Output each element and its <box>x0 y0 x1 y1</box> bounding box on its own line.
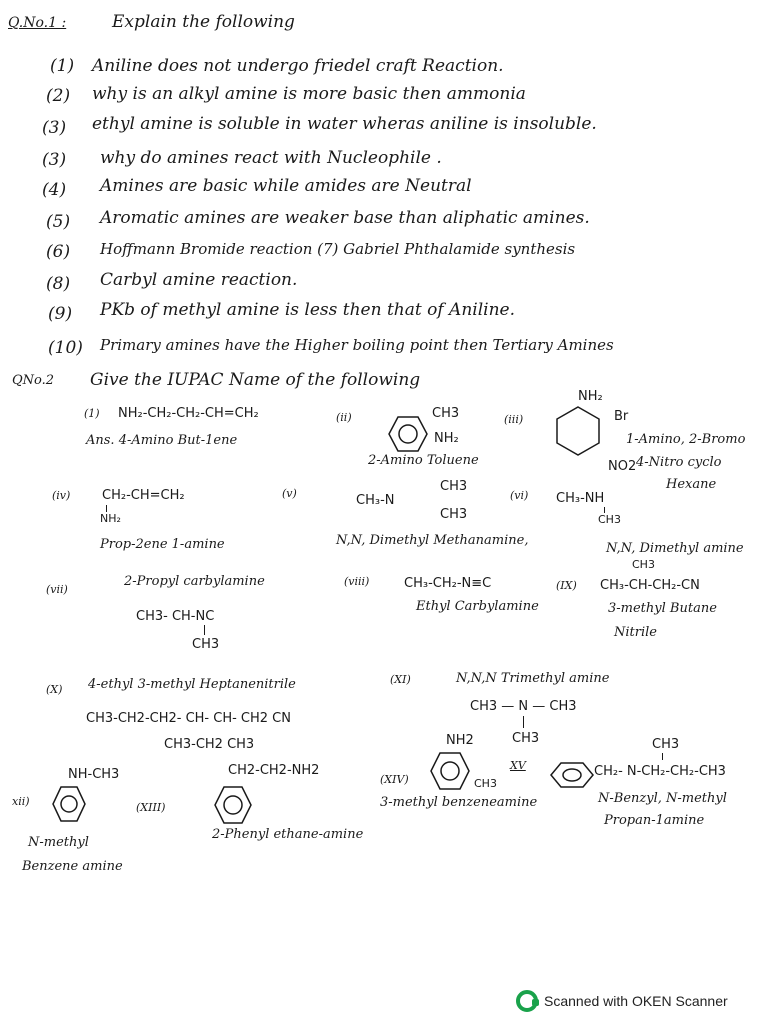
q1-item-text: Hoffmann Bromide reaction (7) Gabriel Phthalamide synthesis <box>100 240 576 258</box>
q2-xv-top: CH3 <box>652 737 680 752</box>
q2-vi-answer: N,N, Dimethyl amine <box>606 541 744 556</box>
benzene-ring-icon <box>550 762 594 788</box>
q2-x-title: 4-ethyl 3-methyl Heptanenitrile <box>88 677 296 692</box>
q2-iv-sub: NH₂ <box>100 512 121 525</box>
q1-item-text: ethyl amine is soluble in water wheras aniline is insoluble. <box>92 114 597 134</box>
q2-v-num: (v) <box>282 487 297 500</box>
q2-v-answer: N,N, Dimethyl Methanamine, <box>336 533 529 548</box>
q2-ix-top: CH3 <box>632 558 655 571</box>
q2-iii-sub2: Br <box>614 409 629 424</box>
q2-xv-answer1: N-Benzyl, N-methyl <box>598 791 727 806</box>
q1-heading: Explain the following <box>112 12 295 32</box>
q1-item-num: (1) <box>50 56 75 76</box>
q2-i-answer: Ans. 4-Amino But-1ene <box>86 433 238 448</box>
q2-vi-sub: CH3 <box>598 513 621 526</box>
q2-xiv-side: CH3 <box>474 777 497 790</box>
q1-item-num: (4) <box>42 180 67 200</box>
q2-vii-formula: CH3- CH-NC <box>136 609 215 624</box>
q2-xi-sub: CH3 <box>512 731 540 746</box>
q1-item-text: Primary amines have the Higher boiling point then Tertiary Amines <box>100 336 614 354</box>
q2-xiii-top: CH2-CH2-NH2 <box>228 763 320 778</box>
q1-item-text: Aromatic amines are weaker base than aliphatic amines. <box>100 208 590 228</box>
q2-iv-num: (iv) <box>52 489 71 502</box>
q2-vii-num: (vii) <box>46 583 68 596</box>
q2-iii-sub1: NH₂ <box>578 389 603 404</box>
q2-vii-sub: CH3 <box>192 637 220 652</box>
q2-viii-num: (viii) <box>344 575 370 588</box>
q1-item-text: Amines are basic while amides are Neutral <box>100 176 472 196</box>
q2-iv-answer: Prop-2ene 1-amine <box>100 537 225 552</box>
q2-ix-answer1: 3-methyl Butane <box>608 601 717 616</box>
q2-xi-num: (XI) <box>390 673 411 686</box>
q2-xiv-top: NH2 <box>446 733 474 748</box>
q2-xii-num: xii) <box>12 795 30 808</box>
q2-iii-answer1: 1-Amino, 2-Bromo <box>626 432 746 447</box>
q2-ii-answer: 2-Amino Toluene <box>368 453 479 468</box>
q2-xi-formula: CH3 — N — CH3 <box>470 699 577 714</box>
benzene-ring-icon <box>52 786 86 822</box>
benzene-ring-icon <box>430 752 470 790</box>
q1-item-num: (9) <box>48 304 73 324</box>
q2-iii-num: (iii) <box>504 413 524 426</box>
q2-ii-sub1: CH3 <box>432 406 460 421</box>
cyclohexane-ring-icon <box>556 406 600 456</box>
q2-heading: Give the IUPAC Name of the following <box>90 370 421 390</box>
q2-viii-formula: CH₃-CH₂-N≡C <box>404 576 492 591</box>
q2-vi-formula: CH₃-NH <box>556 491 605 506</box>
q1-item-num: (2) <box>46 86 71 106</box>
q2-vi-num: (vi) <box>510 489 529 502</box>
q2-ix-num: (IX) <box>556 579 577 592</box>
q2-viii-answer: Ethyl Carbylamine <box>416 599 539 614</box>
q1-item-num: (10) <box>48 338 83 358</box>
q2-iii-answer3: Hexane <box>666 477 717 492</box>
q2-xiv-answer: 3-methyl benzeneamine <box>380 795 538 810</box>
q2-x-formula: CH3-CH2-CH2- CH- CH- CH2 CN <box>86 711 291 726</box>
q1-item-num: (5) <box>46 212 71 232</box>
q2-xii-top: NH-CH3 <box>68 767 120 782</box>
oken-logo-icon <box>516 990 538 1012</box>
scanner-watermark <box>516 990 728 1012</box>
q2-v-bottom: CH3 <box>440 507 468 522</box>
q1-item-text: Aniline does not undergo friedel craft Reaction. <box>92 56 504 76</box>
q2-i-formula: NH₂-CH₂-CH₂-CH=CH₂ <box>118 406 259 421</box>
q2-vii-title: 2-Propyl carbylamine <box>124 574 265 589</box>
benzene-ring-icon <box>214 786 252 824</box>
q2-v-left: CH₃-N <box>356 493 395 508</box>
q1-item-num: (3) <box>42 150 67 170</box>
q2-xv-num: XV <box>510 759 526 772</box>
q2-iv-formula: CH₂-CH=CH₂ <box>102 488 185 503</box>
q2-xiii-answer: 2-Phenyl ethane-amine <box>212 827 364 842</box>
q1-item-text: why do amines react with Nucleophile . <box>100 148 442 168</box>
q2-xiv-num: (XIV) <box>380 773 409 786</box>
q2-ix-answer2: Nitrile <box>614 625 657 640</box>
q2-x-num: (X) <box>46 683 63 696</box>
q2-iii-answer2: 4-Nitro cyclo <box>636 455 722 470</box>
q2-i-num: (1) <box>84 407 100 420</box>
scanner-watermark-text: Scanned with OKEN Scanner <box>544 993 728 1009</box>
q2-xii-answer1: N-methyl <box>28 835 89 850</box>
q2-x-sub: CH3-CH2 CH3 <box>164 737 255 752</box>
q2-label: QNo.2 <box>12 373 55 388</box>
q1-item-text: Carbyl amine reaction. <box>100 270 298 290</box>
q1-item-num: (8) <box>46 274 71 294</box>
q1-item-num: (6) <box>46 242 71 262</box>
q1-item-num: (3) <box>42 118 67 138</box>
q2-xv-formula: CH₂- N-CH₂-CH₂-CH3 <box>594 764 726 779</box>
q2-xv-answer2: Propan-1amine <box>604 813 705 828</box>
q1-label: Q.No.1 : <box>8 15 67 31</box>
q2-xii-answer2: Benzene amine <box>22 859 123 874</box>
q2-ii-num: (ii) <box>336 411 352 424</box>
q2-xiii-num: (XIII) <box>136 801 166 814</box>
q2-ii-sub2: NH₂ <box>434 431 459 446</box>
q2-xi-title: N,N,N Trimethyl amine <box>456 671 610 686</box>
q2-iii-sub3: NO2 <box>608 459 637 474</box>
q2-v-top: CH3 <box>440 479 468 494</box>
q1-item-text: why is an alkyl amine is more basic then ammonia <box>92 84 526 104</box>
q2-ix-formula: CH₃-CH-CH₂-CN <box>600 578 700 593</box>
q1-item-text: PKb of methyl amine is less then that of Aniline. <box>100 300 516 320</box>
benzene-ring-icon <box>388 416 428 452</box>
